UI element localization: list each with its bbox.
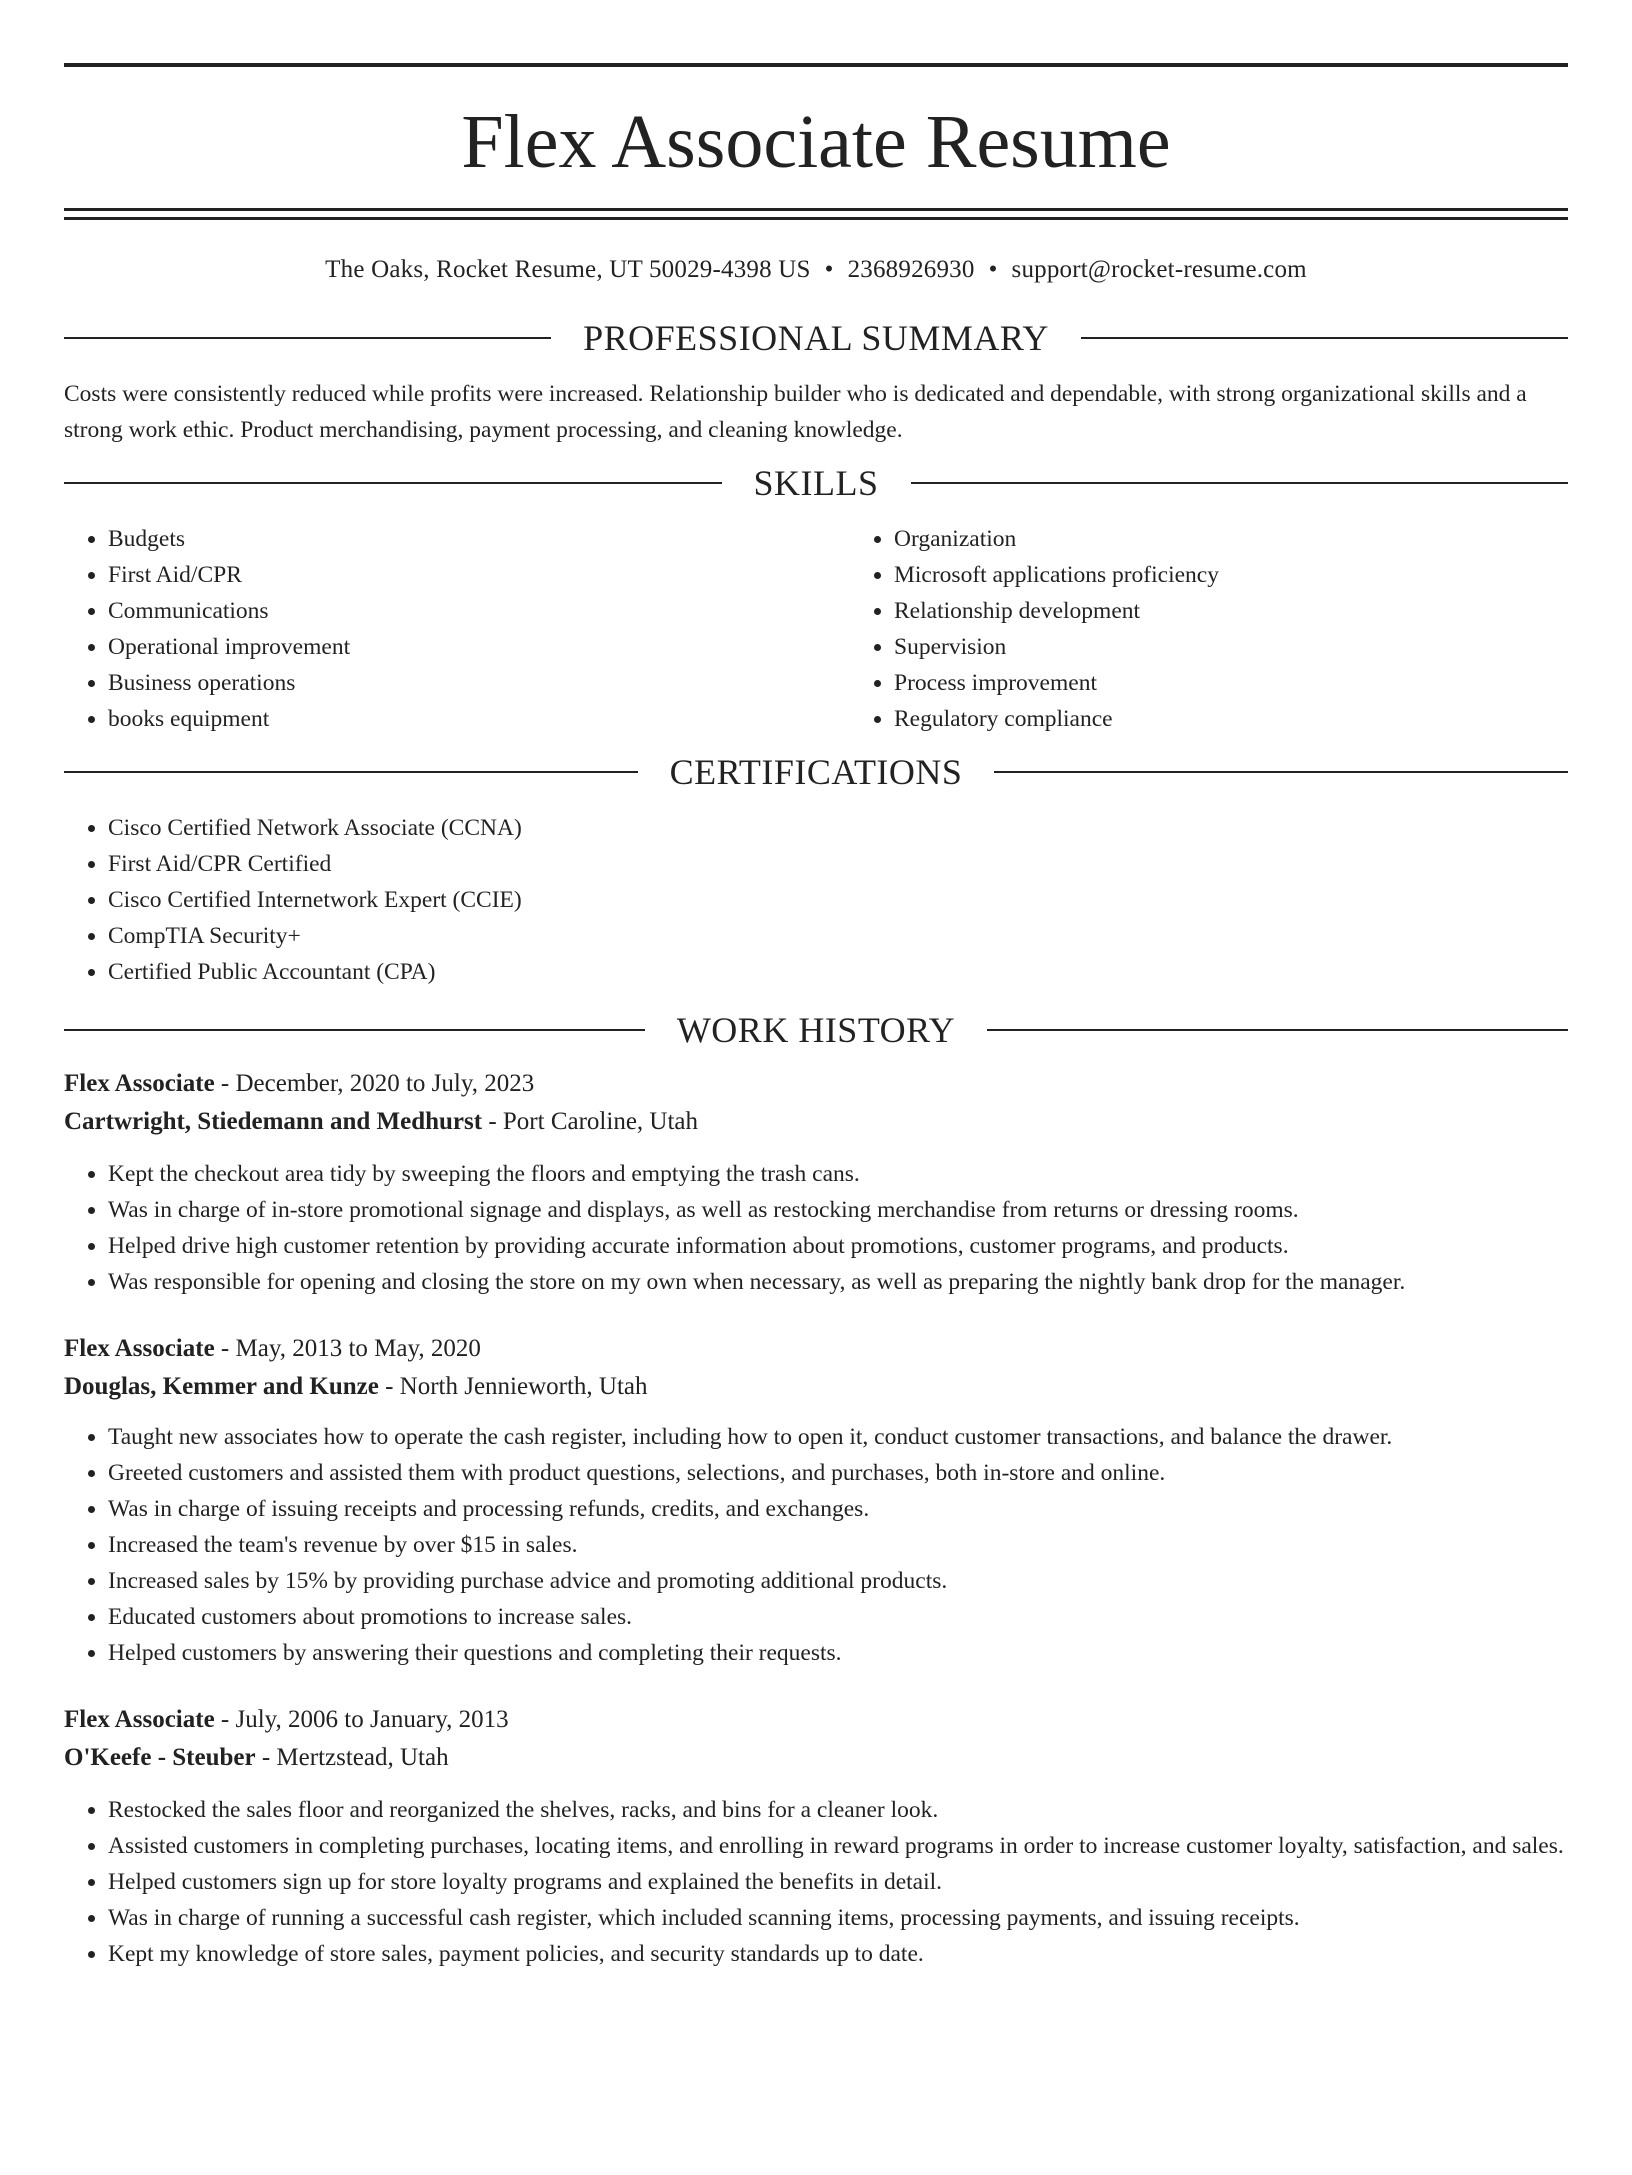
section-rule xyxy=(1081,337,1568,339)
job-company: Douglas, Kemmer and Kunze xyxy=(64,1373,379,1400)
job-location: - Port Caroline, Utah xyxy=(482,1108,699,1135)
job-company: Cartwright, Stiedemann and Medhurst xyxy=(64,1108,483,1135)
skill-item: • Operational improvement xyxy=(108,629,850,665)
job-bullet: • Was responsible for opening and closing the store on my own when necessary, as well as preparing the nightly bank drop for the manager. xyxy=(108,1264,1568,1300)
section-rule xyxy=(64,771,638,773)
skill-item: • Relationship development xyxy=(894,593,1632,629)
contact-separator: • xyxy=(824,256,834,283)
section-rule xyxy=(64,337,551,339)
job-dates: - December, 2020 to July, 2023 xyxy=(214,1070,535,1097)
job-location: - Mertzstead, Utah xyxy=(255,1744,449,1771)
certifications-list xyxy=(64,810,1568,990)
skill-item: • Budgets xyxy=(108,521,850,557)
skill-item: • books equipment xyxy=(108,701,850,737)
job-location: - North Jennieworth, Utah xyxy=(378,1373,648,1400)
job-bullets xyxy=(64,1419,1568,1671)
job-title: Flex Associate xyxy=(64,1706,215,1733)
skill-item: • Microsoft applications proficiency xyxy=(894,557,1632,593)
section-rule xyxy=(64,1029,645,1031)
job-entry xyxy=(64,1065,1568,1300)
job-bullet: • Helped customers sign up for store loyalty programs and explained the benefits in detail. xyxy=(108,1864,1568,1900)
skills-list xyxy=(64,521,1568,737)
skills-column-left xyxy=(64,521,850,737)
job-company-line xyxy=(64,1739,1568,1777)
section-title: WORK HISTORY xyxy=(676,1010,956,1050)
job-company-line xyxy=(64,1103,1568,1141)
job-title: Flex Associate xyxy=(64,1335,215,1362)
section-header-skills xyxy=(64,461,1568,505)
section-header-work-history xyxy=(64,1008,1568,1052)
job-title-line xyxy=(64,1330,1568,1368)
skill-item: • Organization xyxy=(894,521,1632,557)
section-header-summary xyxy=(64,316,1568,360)
job-bullet: • Taught new associates how to operate the cash register, including how to open it, conduct customer transactions, and balance the drawer. xyxy=(108,1419,1568,1455)
job-title-line xyxy=(64,1701,1568,1739)
certification-item: • Cisco Certified Network Associate (CCNA) xyxy=(108,810,1568,846)
job-bullet: • Was in charge of in-store promotional signage and displays, as well as restocking merchandise from returns or dressing rooms. xyxy=(108,1192,1568,1228)
job-bullet: • Was in charge of issuing receipts and processing refunds, credits, and exchanges. xyxy=(108,1491,1568,1527)
skill-item: • Process improvement xyxy=(894,665,1632,701)
job-bullet: • Kept the checkout area tidy by sweeping the floors and emptying the trash cans. xyxy=(108,1156,1568,1192)
certification-item: • Cisco Certified Internetwork Expert (CCIE) xyxy=(108,882,1568,918)
section-rule xyxy=(64,482,722,484)
job-bullet: • Helped customers by answering their questions and completing their requests. xyxy=(108,1635,1568,1671)
skill-item: • Business operations xyxy=(108,665,850,701)
resume-page xyxy=(0,63,1632,2175)
job-bullet: • Educated customers about promotions to increase sales. xyxy=(108,1599,1568,1635)
job-company-line xyxy=(64,1368,1568,1406)
contact-address: The Oaks, Rocket Resume, UT 50029-4398 US xyxy=(325,256,811,283)
title-double-rule xyxy=(64,208,1568,220)
section-title: CERTIFICATIONS xyxy=(669,752,963,792)
job-title-line xyxy=(64,1065,1568,1103)
section-rule xyxy=(994,771,1568,773)
job-bullet: • Restocked the sales floor and reorganized the shelves, racks, and bins for a cleaner look. xyxy=(108,1792,1568,1828)
job-bullet: • Increased the team's revenue by over $15 in sales. xyxy=(108,1527,1568,1563)
job-dates: - July, 2006 to January, 2013 xyxy=(214,1706,509,1733)
job-dates: - May, 2013 to May, 2020 xyxy=(214,1335,481,1362)
job-company: O'Keefe - Steuber xyxy=(64,1744,256,1771)
certification-item: • First Aid/CPR Certified xyxy=(108,846,1568,882)
job-bullet: • Helped drive high customer retention by providing accurate information about promotions, customer programs, and products. xyxy=(108,1228,1568,1264)
contact-separator: • xyxy=(988,256,998,283)
certification-item: • CompTIA Security+ xyxy=(108,918,1568,954)
contact-line xyxy=(64,254,1568,286)
job-bullet: • Assisted customers in completing purchases, locating items, and enrolling in reward programs in order to increase customer loyalty, satisfaction, and sales. xyxy=(108,1828,1568,1864)
section-header-certifications xyxy=(64,750,1568,794)
job-bullet: • Kept my knowledge of store sales, payment policies, and security standards up to date. xyxy=(108,1936,1568,1972)
job-bullet: • Greeted customers and assisted them with product questions, selections, and purchases, both in-store and online. xyxy=(108,1455,1568,1491)
skill-item: • First Aid/CPR xyxy=(108,557,850,593)
job-bullet: • Increased sales by 15% by providing purchase advice and promoting additional products. xyxy=(108,1563,1568,1599)
resume-title: Flex Associate Resume xyxy=(461,100,1171,184)
contact-email: support@rocket-resume.com xyxy=(1011,256,1307,283)
section-title: SKILLS xyxy=(753,463,879,503)
section-rule xyxy=(911,482,1569,484)
certification-item: • Certified Public Accountant (CPA) xyxy=(108,954,1568,990)
skill-item: • Communications xyxy=(108,593,850,629)
job-bullets xyxy=(64,1156,1568,1300)
summary-text: Costs were consistently reduced while profits were increased. Relationship builder who is dedicated and dependable, with strong organizational skills and a strong work ethic. Product merchandising, payment processing, and cleaning knowledge. xyxy=(64,381,1527,443)
section-title: PROFESSIONAL SUMMARY xyxy=(583,318,1049,358)
top-rule xyxy=(64,63,1568,67)
job-title: Flex Associate xyxy=(64,1070,215,1097)
section-rule xyxy=(987,1029,1568,1031)
job-bullet: • Was in charge of running a successful cash register, which included scanning items, processing payments, and issuing receipts. xyxy=(108,1900,1568,1936)
skills-column-right xyxy=(850,521,1632,737)
job-bullets xyxy=(64,1792,1568,1972)
skill-item: • Regulatory compliance xyxy=(894,701,1632,737)
job-entry xyxy=(64,1701,1568,1972)
contact-phone: 2368926930 xyxy=(847,256,975,283)
skill-item: • Supervision xyxy=(894,629,1632,665)
job-entry xyxy=(64,1330,1568,1671)
